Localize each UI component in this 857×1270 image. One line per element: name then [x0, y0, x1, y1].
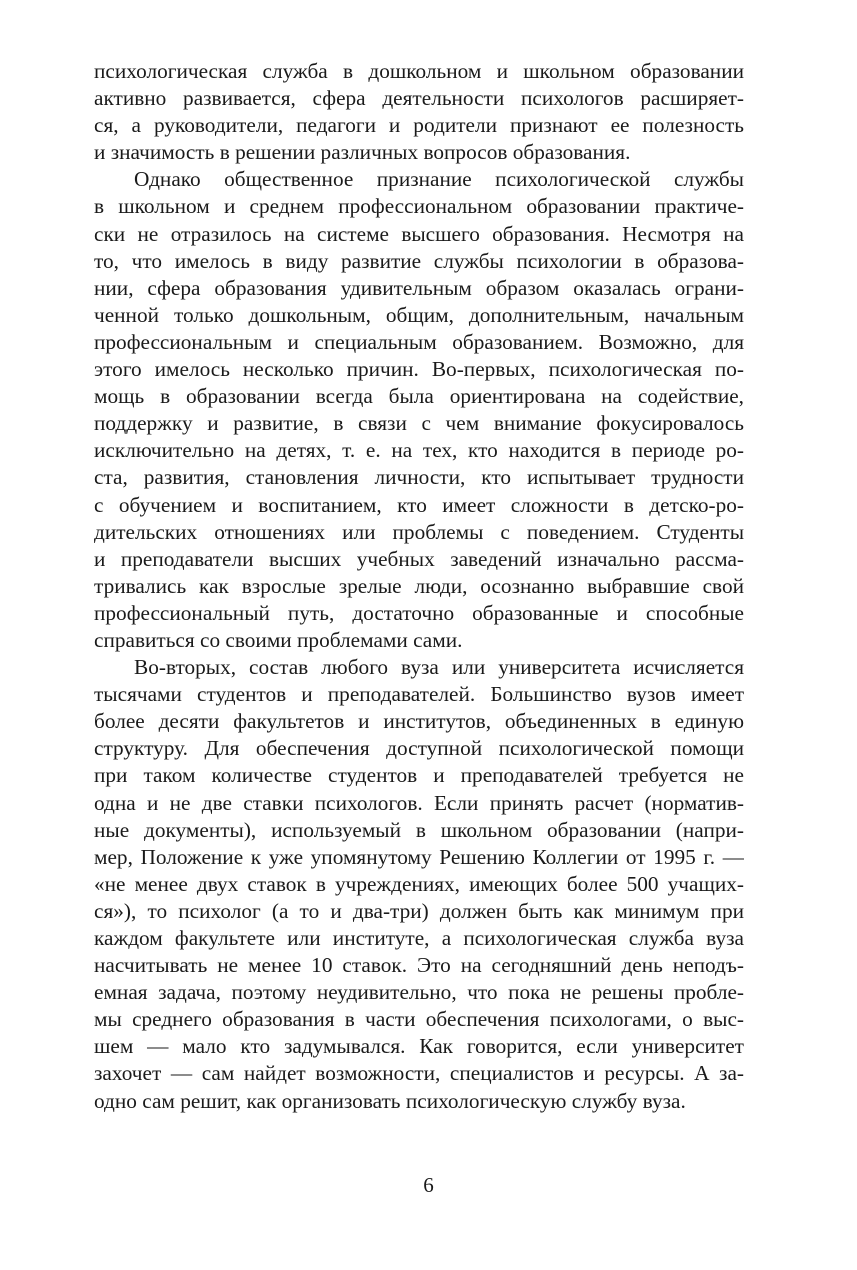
text-line: справиться со своими проблемами сами.	[94, 627, 463, 652]
text-line: активно развивается, сфера деятельности психологов расширяет-	[94, 86, 744, 111]
text-line: профессиональный путь, достаточно образованные и способные	[94, 600, 744, 625]
text-line: ски не отразилось на системе высшего образования. Несмотря на	[94, 221, 744, 246]
text-line: одна и не две ставки психологов. Если принять расчет (норматив-	[94, 790, 744, 815]
text-line: этого имелось несколько причин. Во-первых, психологическая по-	[94, 357, 744, 382]
text-line: шем — мало кто задумывался. Как говорится, если университет	[94, 1034, 744, 1059]
text-line: структуру. Для обеспечения доступной психологической помощи	[94, 736, 744, 761]
text-line: ные документы), используемый в школьном образовании (напри-	[94, 817, 744, 842]
text-line: тысячами студентов и преподавателей. Большинство вузов имеет	[94, 682, 744, 707]
text-line: более десяти факультетов и институтов, объединенных в единую	[94, 709, 744, 734]
text-line: и преподаватели высших учебных заведений изначально рассма-	[94, 546, 744, 571]
text-line: ся»), то психолог (а то и два-три) должен быть как минимум при	[94, 898, 744, 923]
text-line: то, что имелось в виду развитие службы психологии в образова-	[94, 248, 744, 273]
text-line: мощь в образовании всегда была ориентирована на содействие,	[94, 384, 744, 409]
text-line: в школьном и среднем профессиональном образовании практиче-	[94, 194, 744, 219]
text-line: насчитывать не менее 10 ставок. Это на сегодняшний день неподъ-	[94, 953, 744, 978]
text-line: захочет — сам найдет возможности, специалистов и ресурсы. А за-	[94, 1061, 744, 1086]
text-line: с обучением и воспитанием, кто имеет сложности в детско-ро-	[94, 492, 744, 517]
text-line: ся, а руководители, педагоги и родители признают ее полезность	[94, 113, 744, 138]
text-line: Однако общественное признание психологической службы	[134, 167, 744, 192]
text-line: емная задача, поэтому неудивительно, что пока не решены пробле-	[94, 980, 744, 1005]
text-line: мер, Положение к уже упомянутому Решению Коллегии от 1995 г. —	[94, 844, 744, 869]
text-line: тривались как взрослые зрелые люди, осознанно выбравшие свой	[94, 573, 744, 598]
text-line: мы среднего образования в части обеспечения психологами, о выс-	[94, 1007, 744, 1032]
text-line: нии, сфера образования удивительным образом оказалась ограни-	[94, 275, 744, 300]
paragraph-1	[94, 58, 744, 166]
text-line: «не менее двух ставок в учреждениях, имеющих более 500 учащих-	[94, 871, 744, 896]
text-line: ста, развития, становления личности, кто испытывает трудности	[94, 465, 744, 490]
page-body	[94, 58, 744, 1115]
text-line: профессиональным и специальным образованием. Возможно, для	[94, 329, 744, 354]
page-number: 6	[423, 1173, 434, 1197]
paragraph-3	[94, 654, 744, 1115]
paragraph-2	[94, 166, 744, 654]
text-line: и значимость в решении различных вопросов образования.	[94, 140, 631, 165]
text-line: исключительно на детях, т. е. на тех, кто находится в периоде ро-	[94, 438, 744, 463]
text-line: дительских отношениях или проблемы с поведением. Студенты	[94, 519, 744, 544]
text-line: каждом факультете или институте, а психологическая служба вуза	[94, 926, 744, 950]
text-line: поддержку и развитие, в связи с чем внимание фокусировалось	[94, 411, 744, 436]
text-line: одно сам решит, как организовать психологическую службу вуза.	[94, 1088, 686, 1113]
text-line: Во-вторых, состав любого вуза или университета исчисляется	[134, 655, 744, 680]
text-line: психологическая служба в дошкольном и школьном образовании	[94, 59, 744, 83]
text-line: ченной только дошкольным, общим, дополнительным, начальным	[94, 302, 744, 327]
text-line: при таком количестве студентов и преподавателей требуется не	[94, 763, 744, 788]
